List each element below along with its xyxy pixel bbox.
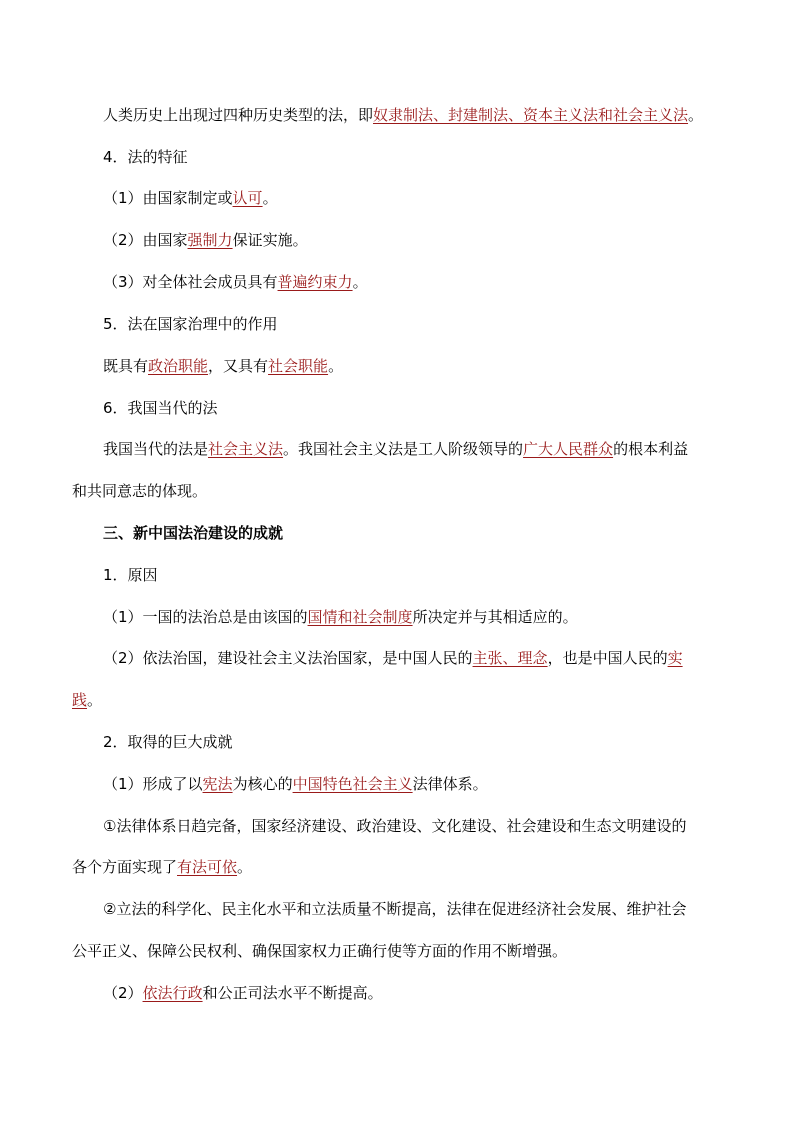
text-segment: 我国当代的法是 bbox=[103, 440, 209, 458]
text-segment: 。 bbox=[328, 357, 344, 375]
highlighted-term: 社会主义法 bbox=[208, 440, 284, 458]
section-heading bbox=[0, 146, 794, 168]
text-segment: 人类历史上出现过四种历史类型的法，即 bbox=[103, 106, 374, 124]
list-item bbox=[0, 606, 794, 628]
text-segment: 。 bbox=[87, 691, 103, 709]
text-segment: 。 bbox=[237, 858, 253, 876]
text-segment: 三、新中国法治建设的成就 bbox=[103, 524, 284, 542]
text-segment: 和共同意志的体现。 bbox=[72, 482, 208, 500]
highlighted-term: 有法可依 bbox=[177, 858, 238, 876]
section-heading bbox=[0, 731, 794, 753]
text-segment: ②立法的科学化、民主化水平和立法质量不断提高，法律在促进经济社会发展、维护社会 bbox=[103, 900, 687, 918]
text-segment: 5．法在国家治理中的作用 bbox=[103, 315, 278, 333]
highlighted-term: 实 bbox=[667, 649, 683, 667]
highlighted-term: 国情和社会制度 bbox=[307, 608, 413, 626]
paragraph bbox=[0, 815, 794, 837]
text-segment: （1）由国家制定或 bbox=[103, 189, 233, 207]
paragraph-continuation bbox=[0, 856, 794, 878]
highlighted-term: 中国特色社会主义 bbox=[292, 775, 413, 793]
text-segment: 保证实施。 bbox=[232, 231, 308, 249]
list-item bbox=[0, 773, 794, 795]
highlighted-term: 普遍约束力 bbox=[277, 273, 353, 291]
text-segment: 2．取得的巨大成就 bbox=[103, 733, 233, 751]
text-segment: 。 bbox=[262, 189, 278, 207]
text-segment: 的根本利益 bbox=[613, 440, 689, 458]
text-segment: （3）对全体社会成员具有 bbox=[103, 273, 278, 291]
text-segment: （1）形成了以 bbox=[103, 775, 203, 793]
text-segment: 。 bbox=[352, 273, 368, 291]
text-segment: 各个方面实现了 bbox=[72, 858, 178, 876]
text-segment: 所决定并与其相适应的。 bbox=[412, 608, 578, 626]
highlighted-term: 奴隶制法、封建制法、资本主义法和社会主义法 bbox=[373, 106, 689, 124]
text-segment: 既具有 bbox=[103, 357, 149, 375]
section-heading bbox=[0, 564, 794, 586]
list-item-continuation bbox=[0, 689, 794, 711]
paragraph-continuation bbox=[0, 940, 794, 962]
text-segment: 1．原因 bbox=[103, 566, 158, 584]
text-segment: 6．我国当代的法 bbox=[103, 399, 218, 417]
text-segment: 4．法的特征 bbox=[103, 148, 188, 166]
paragraph bbox=[0, 355, 794, 377]
list-item bbox=[0, 187, 794, 209]
text-segment: 和公正司法水平不断提高。 bbox=[202, 984, 383, 1002]
list-item bbox=[0, 271, 794, 293]
list-item bbox=[0, 229, 794, 251]
list-item bbox=[0, 647, 794, 669]
highlighted-term: 认可 bbox=[232, 189, 263, 207]
text-segment: 法律体系。 bbox=[412, 775, 488, 793]
text-segment: 。我国社会主义法是工人阶级领导的 bbox=[283, 440, 524, 458]
text-segment: ，又具有 bbox=[208, 357, 269, 375]
highlighted-term: 广大人民群众 bbox=[523, 440, 614, 458]
chapter-heading bbox=[0, 522, 794, 544]
highlighted-term: 社会职能 bbox=[268, 357, 329, 375]
paragraph bbox=[0, 104, 794, 126]
text-segment: ，也是中国人民的 bbox=[547, 649, 668, 667]
highlighted-term: 依法行政 bbox=[142, 984, 203, 1002]
paragraph bbox=[0, 898, 794, 920]
highlighted-term: 强制力 bbox=[187, 231, 233, 249]
list-item bbox=[0, 982, 794, 1004]
paragraph-continuation bbox=[0, 480, 794, 502]
paragraph bbox=[0, 438, 794, 460]
highlighted-term: 主张、理念 bbox=[472, 649, 548, 667]
section-heading bbox=[0, 397, 794, 419]
text-segment: 为核心的 bbox=[232, 775, 293, 793]
section-heading bbox=[0, 313, 794, 335]
highlighted-term: 践 bbox=[72, 691, 88, 709]
highlighted-term: 宪法 bbox=[202, 775, 233, 793]
text-segment: （2）由国家 bbox=[103, 231, 188, 249]
text-segment: （2） bbox=[103, 984, 143, 1002]
text-segment: （1）一国的法治总是由该国的 bbox=[103, 608, 308, 626]
highlighted-term: 政治职能 bbox=[148, 357, 209, 375]
text-segment: ①法律体系日趋完备，国家经济建设、政治建设、文化建设、社会建设和生态文明建设的 bbox=[103, 817, 687, 835]
text-segment: （2）依法治国，建设社会主义法治国家，是中国人民的 bbox=[103, 649, 473, 667]
text-segment: 公平正义、保障公民权利、确保国家权力正确行使等方面的作用不断增强。 bbox=[72, 942, 568, 960]
text-segment: 。 bbox=[688, 106, 704, 124]
